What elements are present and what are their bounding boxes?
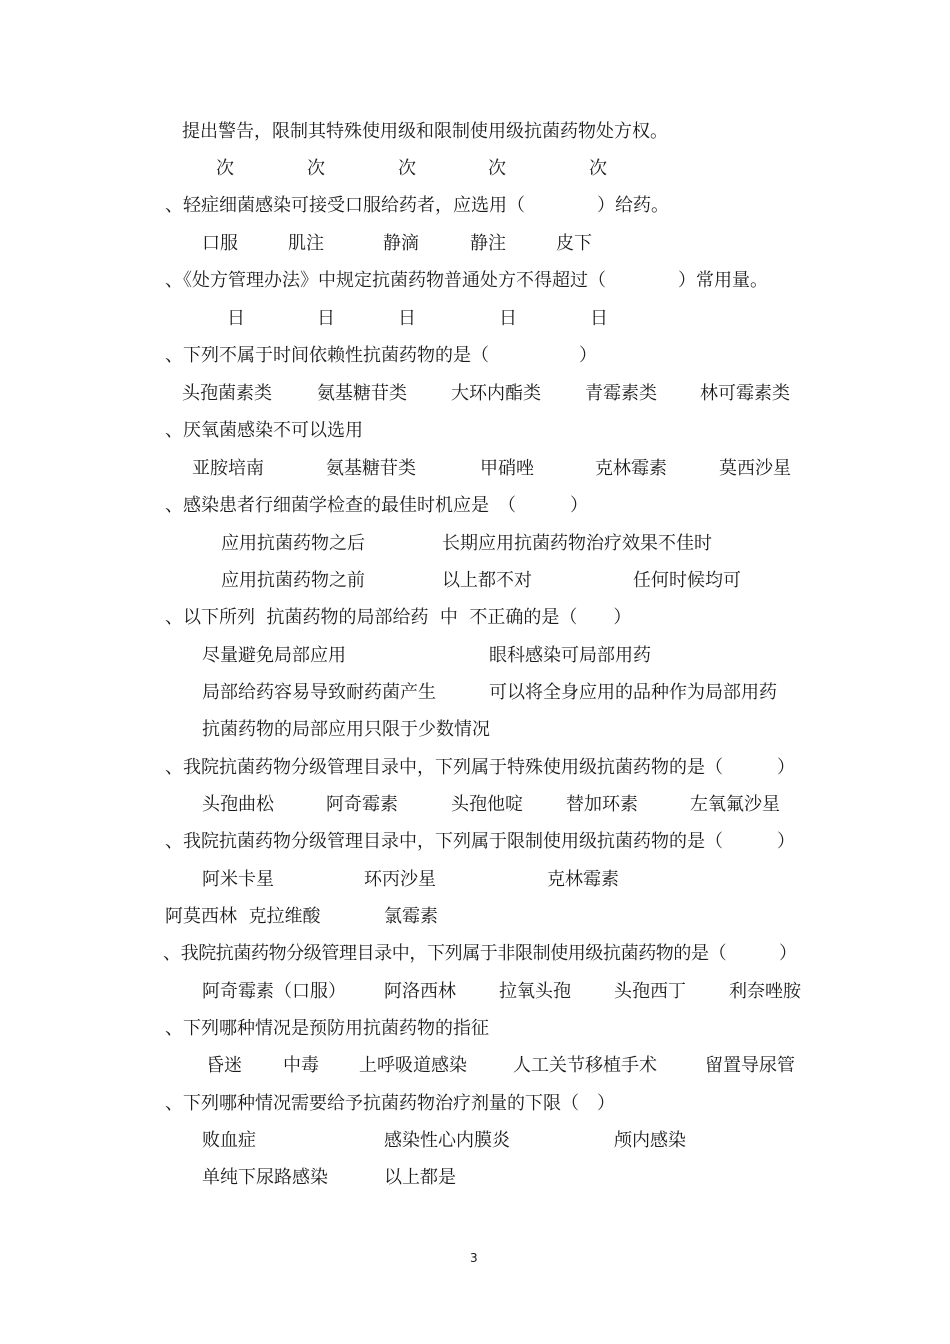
option-e: 左氧氟沙星 [690, 794, 780, 815]
question-text: 、我院抗菌药物分级管理目录中，下列属于特殊使用级抗菌药物的是（ ） [165, 757, 795, 778]
option-b: 肌注 [288, 233, 324, 254]
option-a: 口服 [202, 233, 238, 254]
question-text: 、下列不属于时间依赖性抗菌药物的是（ ） [165, 345, 597, 366]
question-text: 、以下所列 抗菌药物的局部给药 中 不正确的是（ ） [165, 607, 632, 628]
option-d: 日 [499, 308, 517, 329]
option-c: 大环内酯类 [451, 383, 541, 404]
option-a: 尽量避免局部应用 [202, 645, 346, 666]
option-a: 应用抗菌药物之后 [221, 533, 365, 554]
option-a: 头孢曲松 [202, 794, 274, 815]
option-b: 环丙沙星 [364, 869, 436, 890]
question-text: 、我院抗菌药物分级管理目录中，下列属于限制使用级抗菌药物的是（ ） [165, 831, 795, 852]
page-number: 3 [470, 1251, 478, 1265]
option-e: 皮下 [556, 233, 592, 254]
option-c: 次 [398, 158, 416, 179]
option-b: 次 [307, 158, 325, 179]
option-b: 长期应用抗菌药物治疗效果不佳时 [442, 533, 712, 554]
option-c: 颅内感染 [614, 1130, 686, 1151]
question-text: 、厌氧菌感染不可以选用 [165, 420, 363, 441]
question-text: 、感染患者行细菌学检查的最佳时机应是 （ ） [165, 495, 588, 516]
continued-text-line: 提出警告，限制其特殊使用级和限制使用级抗菌药物处方权。 [182, 121, 668, 142]
option-b: 氨基糖苷类 [326, 458, 416, 479]
option-d: 替加环素 [566, 794, 638, 815]
option-a: 败血症 [202, 1130, 256, 1151]
option-e: 利奈唑胺 [729, 981, 801, 1002]
option-e: 任何时候均可 [633, 570, 741, 591]
option-d: 克林霉素 [595, 458, 667, 479]
option-a: 阿米卡星 [202, 869, 274, 890]
option-d: 阿莫西林 克拉维酸 [165, 906, 321, 927]
option-e: 留置导尿管 [705, 1055, 795, 1076]
option-d: 头孢西丁 [614, 981, 686, 1002]
option-c: 甲硝唑 [480, 458, 534, 479]
option-c: 应用抗菌药物之前 [221, 570, 365, 591]
option-c: 克林霉素 [547, 869, 619, 890]
option-e: 以上都是 [384, 1167, 456, 1188]
option-e: 抗菌药物的局部应用只限于少数情况 [202, 719, 490, 740]
option-e: 日 [590, 308, 608, 329]
option-b: 阿洛西林 [384, 981, 456, 1002]
option-c: 静滴 [383, 233, 419, 254]
option-c: 头孢他啶 [451, 794, 523, 815]
option-a: 头孢菌素类 [182, 383, 272, 404]
option-b: 氨基糖苷类 [317, 383, 407, 404]
option-e: 次 [589, 158, 607, 179]
option-d: 静注 [470, 233, 506, 254]
question-text: 、轻症细菌感染可接受口服给药者，应选用（ ）给药。 [165, 195, 669, 216]
option-e: 氯霉素 [384, 906, 438, 927]
question-text: 、《处方管理办法》中规定抗菌药物普通处方不得超过（ ）常用量。 [165, 270, 768, 291]
option-b: 眼科感染可局部用药 [489, 645, 651, 666]
option-d: 青霉素类 [585, 383, 657, 404]
option-c: 上呼吸道感染 [359, 1055, 467, 1076]
option-e: 莫西沙星 [719, 458, 791, 479]
option-d: 人工关节移植手术 [513, 1055, 657, 1076]
question-text: 、下列哪种情况需要给予抗菌药物治疗剂量的下限（ ） [165, 1093, 615, 1114]
option-d: 可以将全身应用的品种作为局部用药 [489, 682, 777, 703]
option-b: 日 [317, 308, 335, 329]
option-b: 阿奇霉素 [326, 794, 398, 815]
question-text: 、我院抗菌药物分级管理目录中，下列属于非限制使用级抗菌药物的是（ ） [163, 943, 797, 964]
question-text: 、下列哪种情况是预防用抗菌药物的指征 [165, 1018, 489, 1039]
option-d: 单纯下尿路感染 [202, 1167, 328, 1188]
option-c: 局部给药容易导致耐药菌产生 [202, 682, 436, 703]
option-b: 感染性心内膜炎 [384, 1130, 510, 1151]
option-a: 昏迷 [206, 1055, 242, 1076]
option-d: 次 [488, 158, 506, 179]
option-a: 阿奇霉素（口服） [202, 981, 346, 1002]
option-a: 亚胺培南 [192, 458, 264, 479]
option-e: 林可霉素类 [700, 383, 790, 404]
option-c: 日 [398, 308, 416, 329]
option-a: 次 [216, 158, 234, 179]
option-b: 中毒 [283, 1055, 319, 1076]
option-c: 拉氧头孢 [499, 981, 571, 1002]
option-a: 日 [227, 308, 245, 329]
option-d: 以上都不对 [442, 570, 532, 591]
